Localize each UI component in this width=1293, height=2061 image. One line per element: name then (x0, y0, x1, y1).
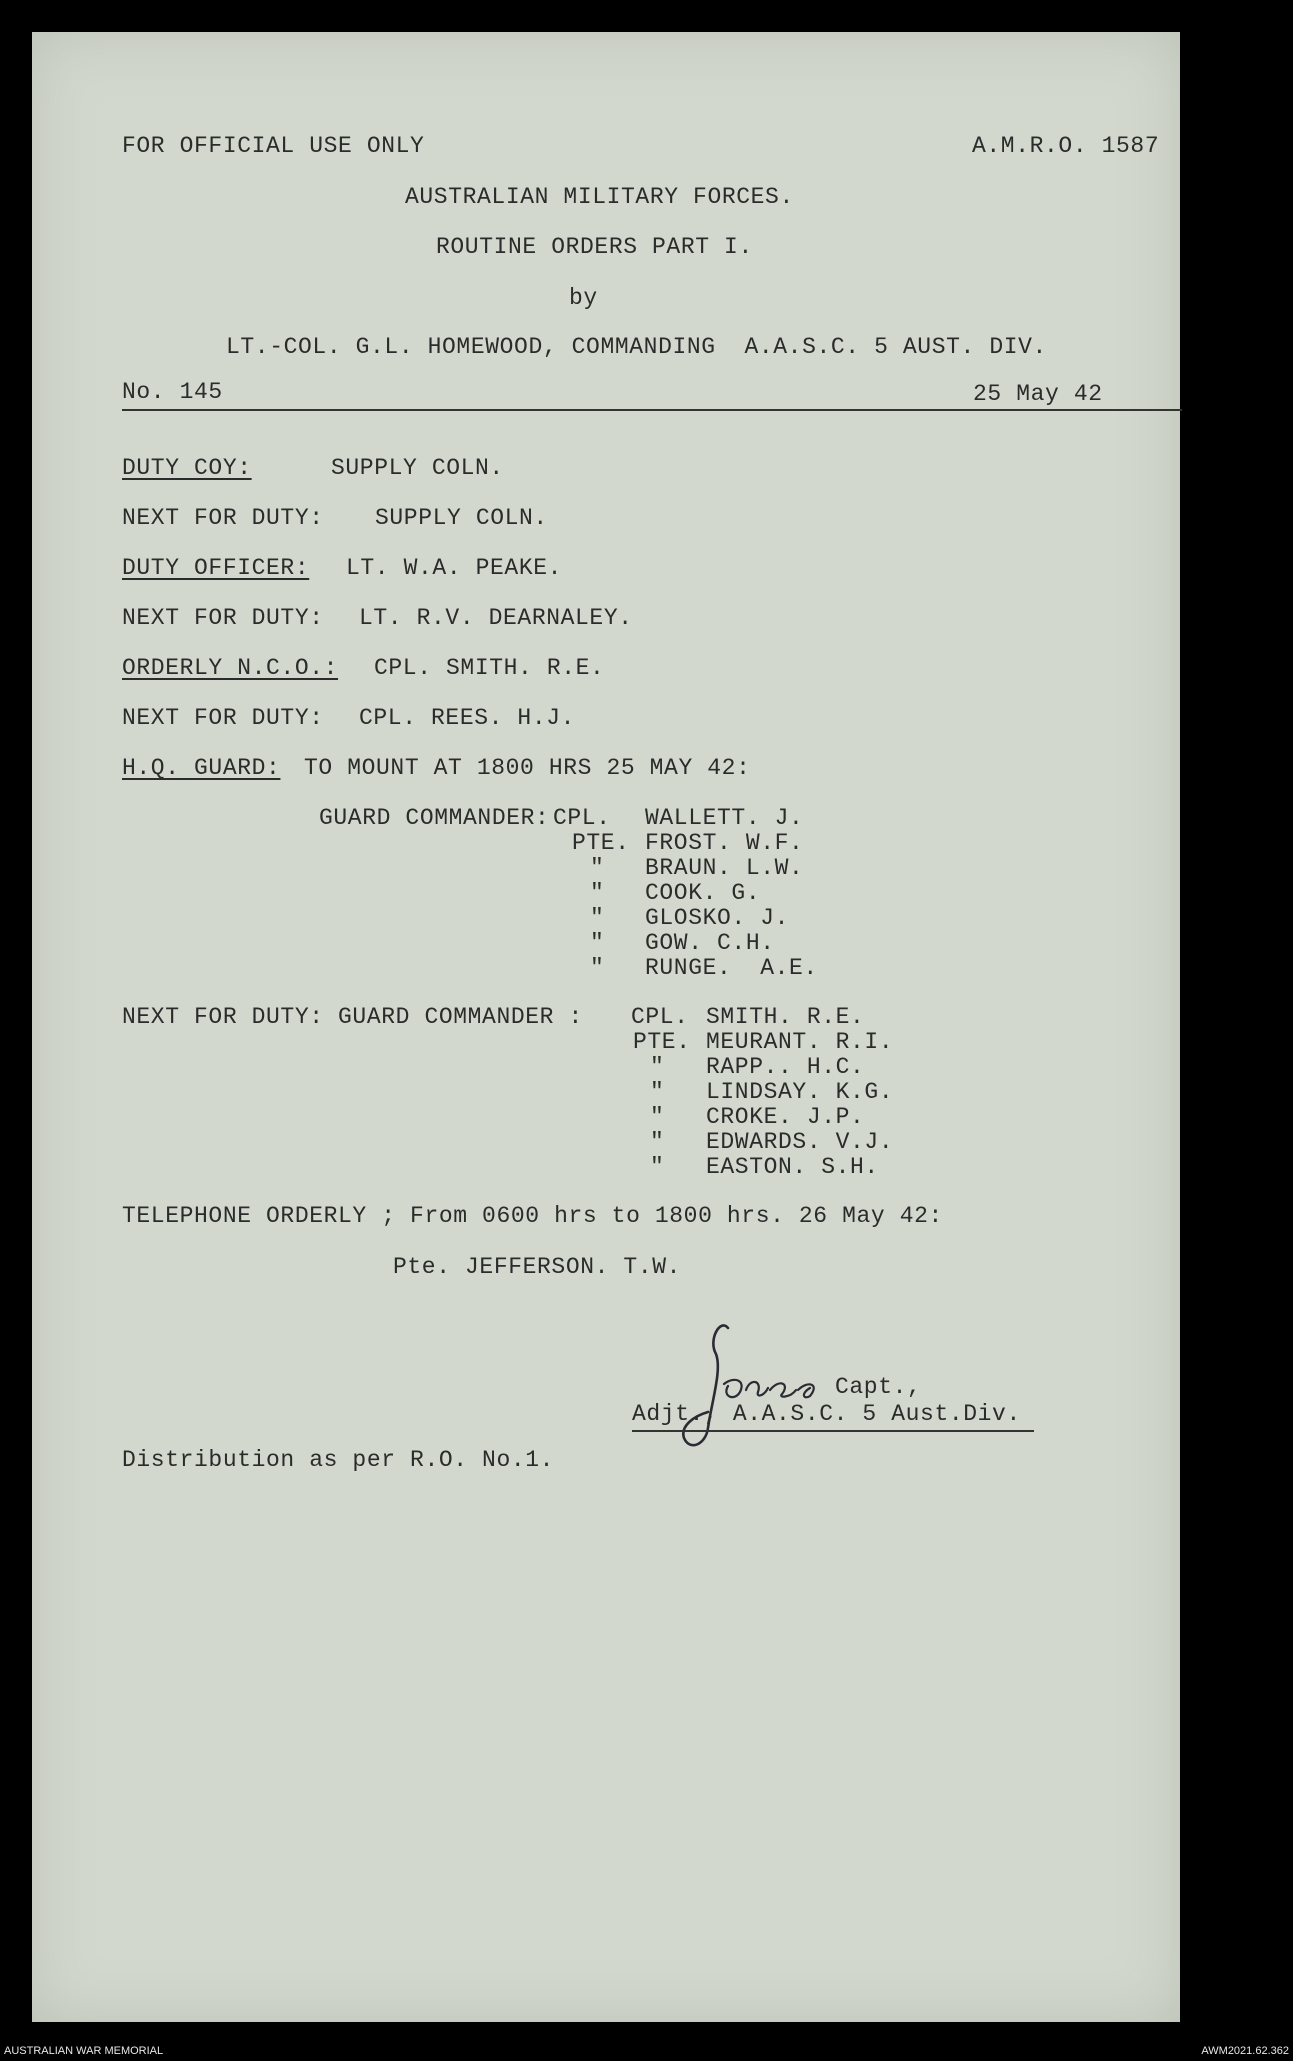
ditto-mark: " (650, 1154, 665, 1180)
organization-heading: AUSTRALIAN MILITARY FORCES. (405, 184, 794, 210)
guard-member-name: WALLETT. J. (645, 805, 804, 831)
classification: FOR OFFICIAL USE ONLY (122, 133, 425, 159)
handwritten-signature (650, 1320, 850, 1460)
guard-member-name: BRAUN. L.W. (645, 855, 804, 881)
guard-member-name: RUNGE. A.E. (645, 955, 818, 981)
order-number: No. 145 (122, 379, 223, 405)
orderly-nco-label: ORDERLY N.C.O.: (122, 655, 339, 681)
orders-title: ROUTINE ORDERS PART I. (436, 234, 753, 260)
orderly-nco-value: CPL. SMITH. R.E. (374, 655, 605, 681)
guard-rank: CPL. (553, 805, 611, 831)
next-guard-member-name: LINDSAY. K.G. (706, 1079, 894, 1105)
ditto-mark: " (590, 930, 605, 956)
hq-guard-label: H.Q. GUARD: (122, 755, 281, 781)
next-guard-label: NEXT FOR DUTY: GUARD COMMANDER : (122, 1004, 583, 1030)
next-guard-member-name: EASTON. S.H. (706, 1154, 879, 1180)
ditto-mark: " (590, 955, 605, 981)
footer-catalogue-id: AWM2021.62.362 (1201, 2045, 1289, 2057)
guard-commander-label: GUARD COMMANDER: (319, 805, 550, 831)
next-coy-value: SUPPLY COLN. (375, 505, 548, 531)
ditto-mark: " (650, 1079, 665, 1105)
ditto-mark: " (590, 880, 605, 906)
order-date: 25 May 42 (973, 381, 1103, 407)
telephone-orderly-name: Pte. JEFFERSON. T.W. (393, 1254, 682, 1280)
footer-source: AUSTRALIAN WAR MEMORIAL (4, 2045, 164, 2057)
next-guard-member-name: RAPP.. H.C. (706, 1054, 865, 1080)
next-coy-label: NEXT FOR DUTY: (122, 505, 324, 531)
distribution-note: Distribution as per R.O. No.1. (122, 1447, 555, 1473)
next-guard-member-name: MEURANT. R.I. (706, 1029, 894, 1055)
signature-rule (632, 1430, 1034, 1432)
by-line: by (569, 285, 598, 311)
next-officer-label: NEXT FOR DUTY: (122, 605, 324, 631)
guard-member-name: GOW. C.H. (645, 930, 775, 956)
hq-guard-instruction: TO MOUNT AT 1800 HRS 25 MAY 42: (304, 755, 751, 781)
next-nco-value: CPL. REES. H.J. (359, 705, 576, 731)
next-officer-value: LT. R.V. DEARNALEY. (359, 605, 633, 631)
guard-member-name: GLOSKO. J. (645, 905, 790, 931)
guard-member-name: FROST. W.F. (645, 830, 804, 856)
header-rule (122, 409, 1182, 411)
guard-member-name: COOK. G. (645, 880, 761, 906)
signature-rank: Capt., (835, 1374, 922, 1400)
next-guard-rank: CPL. (631, 1004, 689, 1030)
reference-number: A.M.R.O. 1587 (972, 133, 1160, 159)
next-guard-rank: PTE. (633, 1029, 691, 1055)
signature-title: Adjt., A.A.S.C. 5 Aust.Div. (632, 1401, 1021, 1427)
ditto-mark: " (650, 1104, 665, 1130)
next-guard-member-name: EDWARDS. V.J. (706, 1129, 894, 1155)
ditto-mark: " (590, 855, 605, 881)
duty-officer-value: LT. W.A. PEAKE. (346, 555, 563, 581)
ditto-mark: " (650, 1054, 665, 1080)
next-nco-label: NEXT FOR DUTY: (122, 705, 324, 731)
duty-coy-label: DUTY COY: (122, 455, 252, 481)
next-guard-member-name: CROKE. J.P. (706, 1104, 865, 1130)
commander-line: LT.-COL. G.L. HOMEWOOD, COMMANDING A.A.S.C. 5 AUST. DIV. (226, 334, 1047, 360)
guard-rank: PTE. (572, 830, 630, 856)
next-guard-member-name: SMITH. R.E. (706, 1004, 865, 1030)
duty-coy-value: SUPPLY COLN. (331, 455, 504, 481)
telephone-orderly-line: TELEPHONE ORDERLY ; From 0600 hrs to 1800 hrs. 26 May 42: (122, 1203, 943, 1229)
ditto-mark: " (650, 1129, 665, 1155)
ditto-mark: " (590, 905, 605, 931)
duty-officer-label: DUTY OFFICER: (122, 555, 310, 581)
